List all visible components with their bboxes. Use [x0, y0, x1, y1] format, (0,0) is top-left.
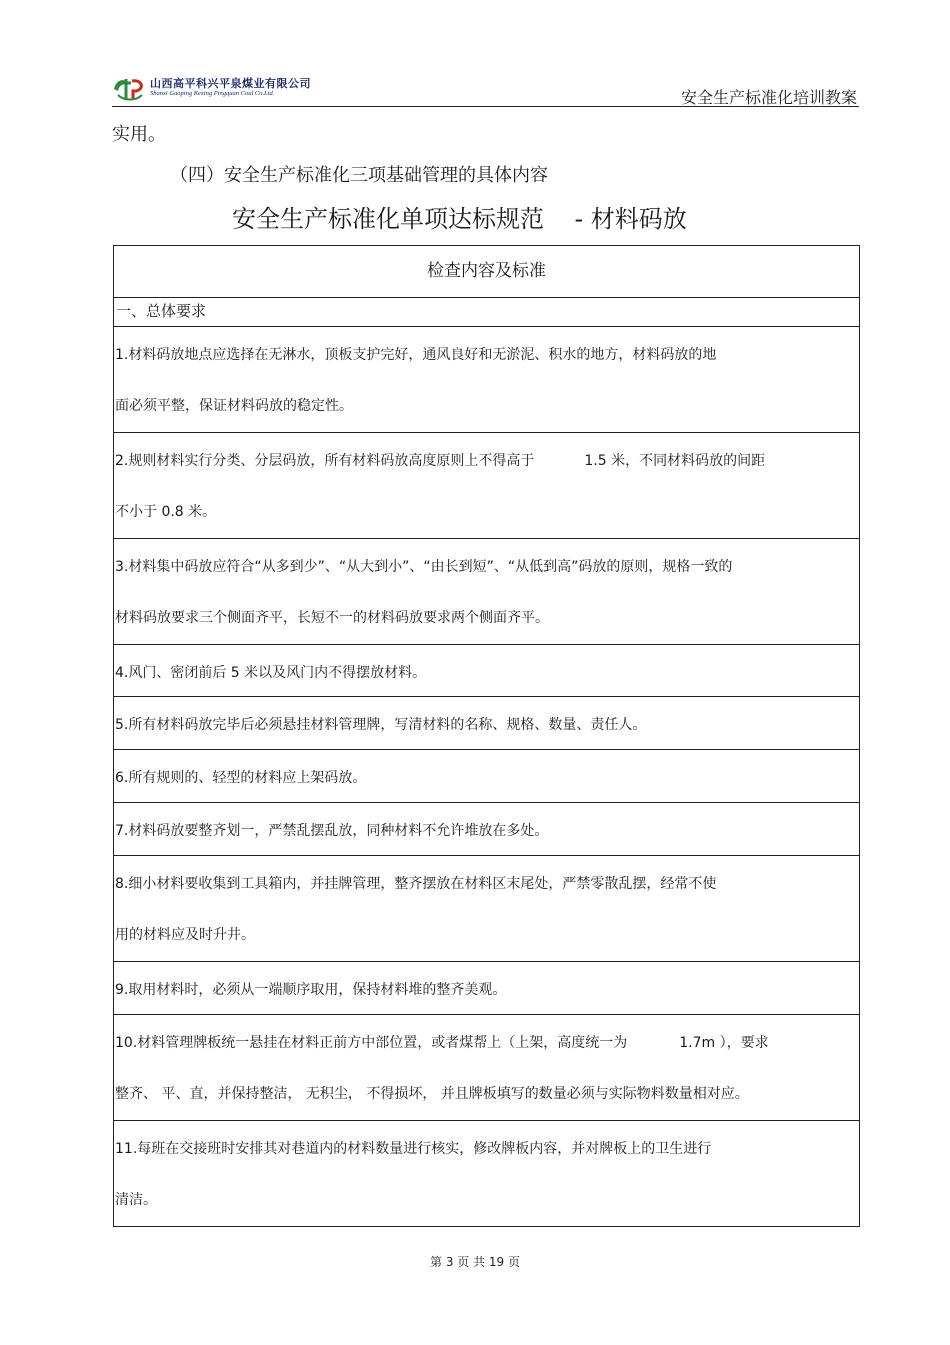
item-5-line-1: 5.所有材料码放完毕后必须悬挂材料管理牌，写清材料的名称、规格、数量、责任人。 — [115, 717, 647, 733]
table-row — [114, 645, 860, 697]
company-name-cn: 山西高平科兴平泉煤业有限公司 — [150, 77, 311, 91]
item-2-line-1 — [114, 433, 859, 487]
item-10-text-b: 1.7m ），要求 — [679, 1035, 769, 1051]
company-name-en: Shanxi Gaoping Kexing Pingquan Coal Co.Ltd. — [150, 90, 275, 98]
inspection-standard-table — [113, 245, 860, 1227]
item-10-text-a: 10.材料管理牌板统一悬挂在材料正前方中部位置，或者煤帮上（上架，高度统一为 — [115, 1035, 628, 1051]
page-number: 第 3 页 共 19 页 — [430, 1255, 520, 1269]
intro-text: 实用。 — [112, 124, 166, 145]
table-row — [114, 803, 860, 856]
item-10-line-2: 整齐、 平、直，并保持整洁， 无积尘， 不得损坏， 并且牌板填写的数量必须与实际物料数量相对应。 — [115, 1086, 749, 1102]
item-4-line-1: 4.风门、密闭前后 5 米以及风门内不得摆放材料。 — [115, 665, 427, 681]
company-emblem-icon — [112, 75, 146, 101]
page-header — [112, 72, 859, 107]
item-8-line-2: 用的材料应及时升井。 — [115, 927, 255, 943]
item-10-line-1 — [114, 1015, 859, 1069]
table-header: 检查内容及标准 — [114, 246, 860, 298]
item-6-line-1: 6.所有规则的、轻型的材料应上架码放。 — [115, 770, 367, 786]
item-11-line-1: 11.每班在交接班时安排其对巷道内的材料数量进行核实，修改牌板内容，并对牌板上的卫生进行 — [115, 1141, 712, 1157]
item-7-line-1: 7.材料码放要整齐划一，严禁乱摆乱放，同种材料不允许堆放在多处。 — [115, 823, 549, 839]
item-3-line-2: 材料码放要求三个侧面齐平，长短不一的材料码放要求两个侧面齐平。 — [115, 610, 549, 626]
table-row — [114, 539, 860, 645]
table-row — [114, 327, 860, 433]
table-row — [114, 856, 860, 962]
section-heading: （四）安全生产标准化三项基础管理的具体内容 — [170, 165, 548, 186]
table-row — [114, 1015, 860, 1121]
table-row — [114, 433, 860, 539]
item-1-line-1: 1.材料码放地点应选择在无淋水，顶板支护完好，通风良好和无淤泥、积水的地方，材料码放的地 — [115, 347, 717, 363]
company-logo — [112, 74, 311, 102]
item-11-line-2: 清洁。 — [115, 1192, 157, 1208]
table-row — [114, 1121, 860, 1227]
table-row — [114, 697, 860, 750]
table-row — [114, 962, 860, 1015]
item-2-text-a: 2.规则材料实行分类、分层码放，所有材料码放高度原则上不得高于 — [115, 453, 535, 469]
item-9-line-1: 9.取用材料时，必须从一端顺序取用，保持材料堆的整齐美观。 — [115, 982, 507, 998]
item-3-line-1: 3.材料集中码放应符合“从多到少”、“从大到小”、“由长到短”、“从低到高”码放的原则，规格一致的 — [115, 559, 733, 575]
item-8-line-1: 8.细小材料要收集到工具箱内，并挂牌管理，整齐摆放在材料区末尾处，严禁零散乱摆，经常不使 — [115, 876, 717, 892]
table-row — [114, 750, 860, 803]
item-1-line-2: 面必须平整，保证材料码放的稳定性。 — [115, 398, 353, 414]
item-2-text-b: 1.5 米，不同材料码放的间距 — [584, 453, 766, 469]
document-type: 安全生产标准化培训教案 — [680, 88, 857, 107]
table-section-title: 一、总体要求 — [114, 298, 860, 327]
item-2-line-2: 不小于 0.8 米。 — [115, 504, 217, 520]
document-title: 安全生产标准化单项达标规范 - 材料码放 — [232, 205, 687, 233]
